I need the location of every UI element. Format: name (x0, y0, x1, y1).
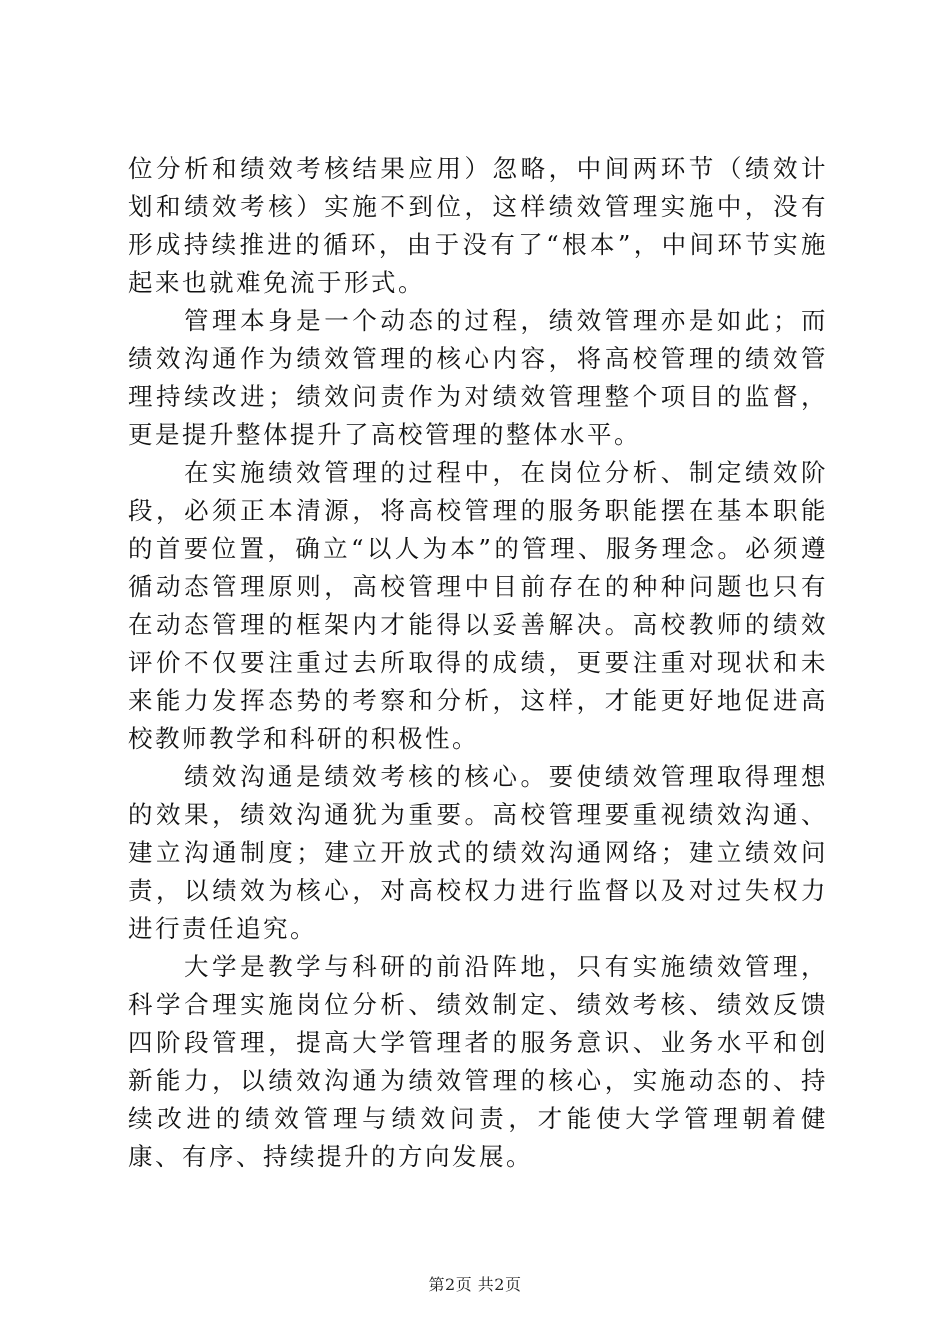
document-body (128, 150, 828, 1176)
paragraph-continuation: 位分析和绩效考核结果应用）忽略，中间两环节（绩效计划和绩效考核）实施不到位，这样绩效管理实施中，没有形成持续推进的循环，由于没有了“根本”，中间环节实施起来也就难免流于形式。 (128, 154, 828, 297)
paragraph: 绩效沟通是绩效考核的核心。要使绩效管理取得理想的效果，绩效沟通犹为重要。高校管理要重视绩效沟通、建立沟通制度；建立开放式的绩效沟通网络；建立绩效问责，以绩效为核心，对高校权力进行监督以及对过失权力进行责任追究。 (128, 762, 828, 943)
paragraph: 在实施绩效管理的过程中，在岗位分析、制定绩效阶段，必须正本清源，将高校管理的服务职能摆在基本职能的首要位置，确立“以人为本”的管理、服务理念。必须遵循动态管理原则，高校管理中目前存在的种种问题也只有在动态管理的框架内才能得以妥善解决。高校教师的绩效评价不仅要注重过去所取得的成绩，更要注重对现状和未来能力发挥态势的考察和分析，这样，才能更好地促进高校教师教学和科研的积极性。 (128, 458, 828, 753)
paragraph: 大学是教学与科研的前沿阵地，只有实施绩效管理，科学合理实施岗位分析、绩效制定、绩效考核、绩效反馈四阶段管理，提高大学管理者的服务意识、业务水平和创新能力，以绩效沟通为绩效管理的核心，实施动态的、持续改进的绩效管理与绩效问责，才能使大学管理朝着健康、有序、持续提升的方向发展。 (128, 952, 828, 1171)
page-number-footer: 第2页 共2页 (428, 1275, 522, 1294)
paragraph: 管理本身是一个动态的过程，绩效管理亦是如此；而绩效沟通作为绩效管理的核心内容，将高校管理的绩效管理持续改进；绩效问责作为对绩效管理整个项目的监督，更是提升整体提升了高校管理的整体水平。 (128, 306, 828, 449)
